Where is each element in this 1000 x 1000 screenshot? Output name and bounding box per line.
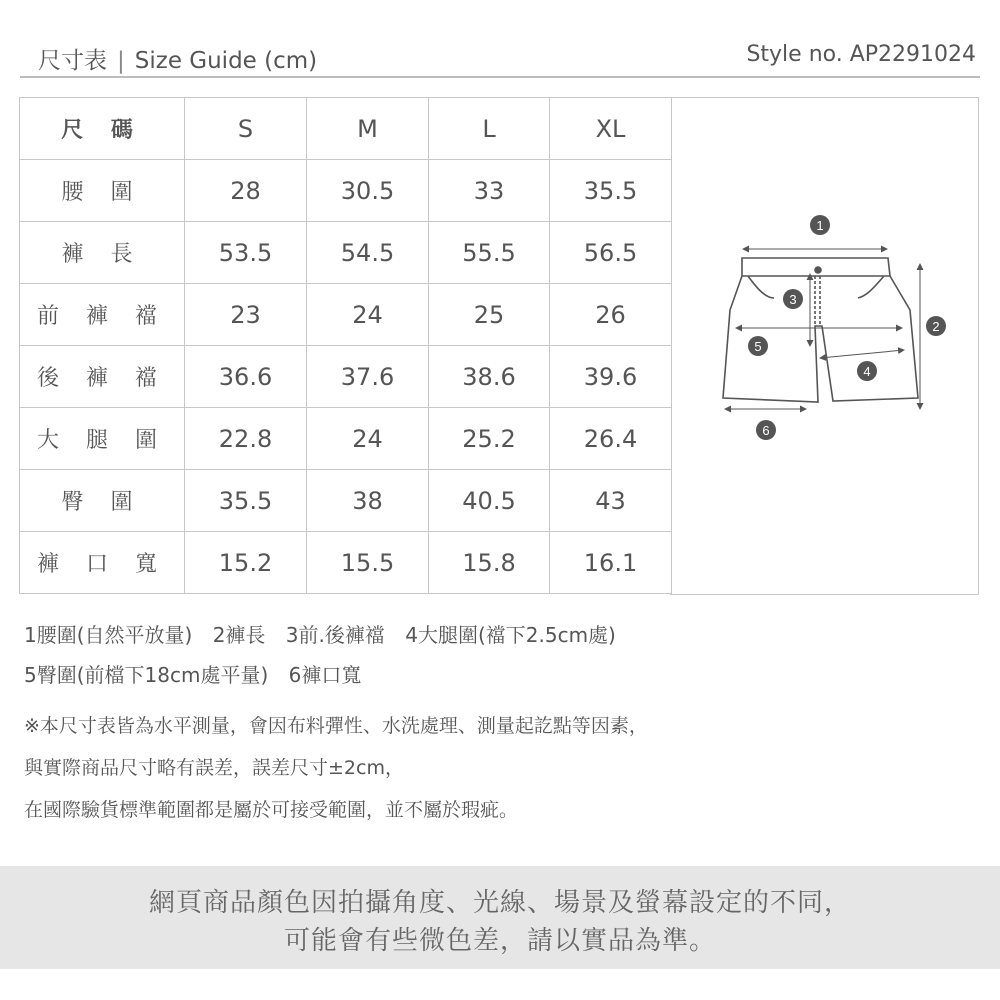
shorts-diagram xyxy=(670,98,979,596)
disclaimer-line-2: 可能會有些微色差，請以實品為準。 xyxy=(283,926,716,956)
table-cell: 43 xyxy=(550,470,672,532)
note-line: 在國際驗貨標準範圍都是屬於可接受範圍，並不屬於瑕疵。 xyxy=(24,799,519,821)
table-cell: 15.8 xyxy=(429,532,550,594)
table-cell: 39.6 xyxy=(550,346,672,408)
marker-2 xyxy=(926,316,946,336)
table-cell: 30.5 xyxy=(307,160,429,222)
svg-text:6: 6 xyxy=(762,423,770,438)
corner-cell: 尺 碼 xyxy=(20,98,185,160)
table-cell: 15.5 xyxy=(307,532,429,594)
size-table xyxy=(19,97,672,594)
measurement-notes xyxy=(24,705,974,831)
table-cell: 25.2 xyxy=(429,408,550,470)
table-cell: 23 xyxy=(185,284,307,346)
svg-text:3: 3 xyxy=(789,292,797,307)
title-separator: | xyxy=(117,48,125,74)
table-row xyxy=(20,346,672,408)
title-en: Size Guide (cm) xyxy=(134,48,318,74)
legend-line xyxy=(24,655,974,695)
note-line: ※本尺寸表皆為水平測量，會因布料彈性、水洗處理、測量起訖點等因素， xyxy=(24,715,648,737)
table-cell: 38.6 xyxy=(429,346,550,408)
table-cell: 35.5 xyxy=(185,470,307,532)
shorts-diagram-panel xyxy=(670,97,979,595)
table-cell: 16.1 xyxy=(550,532,672,594)
row-label: 褲 口 寬 xyxy=(20,532,185,594)
row-label: 後 褲 襠 xyxy=(20,346,185,408)
table-cell: 24 xyxy=(307,408,429,470)
marker-3 xyxy=(783,289,803,309)
svg-text:1: 1 xyxy=(816,218,824,233)
svg-text:5: 5 xyxy=(754,339,762,354)
color-disclaimer-banner xyxy=(0,866,1000,969)
table-cell: 56.5 xyxy=(550,222,672,284)
marker-1 xyxy=(810,215,830,235)
table-row xyxy=(20,284,672,346)
header xyxy=(20,38,980,78)
table-cell: 40.5 xyxy=(429,470,550,532)
table-row xyxy=(20,532,672,594)
row-label: 腰 圍 xyxy=(20,160,185,222)
table-cell: 26.4 xyxy=(550,408,672,470)
table-cell: 25 xyxy=(429,284,550,346)
legend-item: 3前.後褲襠 xyxy=(285,623,385,647)
legend-item: 5臀圍(前檔下18cm處平量) xyxy=(24,663,269,687)
table-cell: 55.5 xyxy=(429,222,550,284)
legend-line xyxy=(24,615,974,655)
column-header: S xyxy=(185,98,307,160)
table-cell: 53.5 xyxy=(185,222,307,284)
measurement-legend xyxy=(24,615,974,695)
disclaimer-line-1: 網頁商品顏色因拍攝角度、光線、場景及螢幕設定的不同， xyxy=(148,888,851,918)
marker-4 xyxy=(857,361,877,381)
table-row xyxy=(20,470,672,532)
column-header: L xyxy=(429,98,550,160)
shorts-outline xyxy=(723,258,918,402)
marker-5 xyxy=(748,336,768,356)
table-cell: 28 xyxy=(185,160,307,222)
table-cell: 24 xyxy=(307,284,429,346)
table-cell: 36.6 xyxy=(185,346,307,408)
column-header: M xyxy=(307,98,429,160)
table-cell: 33 xyxy=(429,160,550,222)
table-cell: 38 xyxy=(307,470,429,532)
note-line: 與實際商品尺寸略有誤差，誤差尺寸±2cm， xyxy=(24,757,404,779)
style-number: Style no. AP2291024 xyxy=(746,42,976,67)
marker-6 xyxy=(756,420,776,440)
table-cell: 35.5 xyxy=(550,160,672,222)
table-cell: 37.6 xyxy=(307,346,429,408)
table-row xyxy=(20,222,672,284)
table-header-row xyxy=(20,98,672,160)
column-header: XL xyxy=(550,98,672,160)
table-cell: 26 xyxy=(550,284,672,346)
page-title xyxy=(38,42,317,75)
svg-text:2: 2 xyxy=(932,319,940,334)
table-row xyxy=(20,160,672,222)
table-cell: 54.5 xyxy=(307,222,429,284)
title-cn: 尺寸表 xyxy=(38,48,107,74)
legend-item: 6褲口寬 xyxy=(288,663,362,687)
row-label: 褲 長 xyxy=(20,222,185,284)
legend-item: 4大腿圍(襠下2.5cm處) xyxy=(405,623,616,647)
table-cell: 15.2 xyxy=(185,532,307,594)
legend-item: 2褲長 xyxy=(212,623,266,647)
table-cell: 22.8 xyxy=(185,408,307,470)
header-divider xyxy=(20,76,980,78)
row-label: 大 腿 圍 xyxy=(20,408,185,470)
row-label: 臀 圍 xyxy=(20,470,185,532)
table-row xyxy=(20,408,672,470)
row-label: 前 褲 襠 xyxy=(20,284,185,346)
svg-text:4: 4 xyxy=(863,364,871,379)
legend-item: 1腰圍(自然平放量) xyxy=(24,623,193,647)
